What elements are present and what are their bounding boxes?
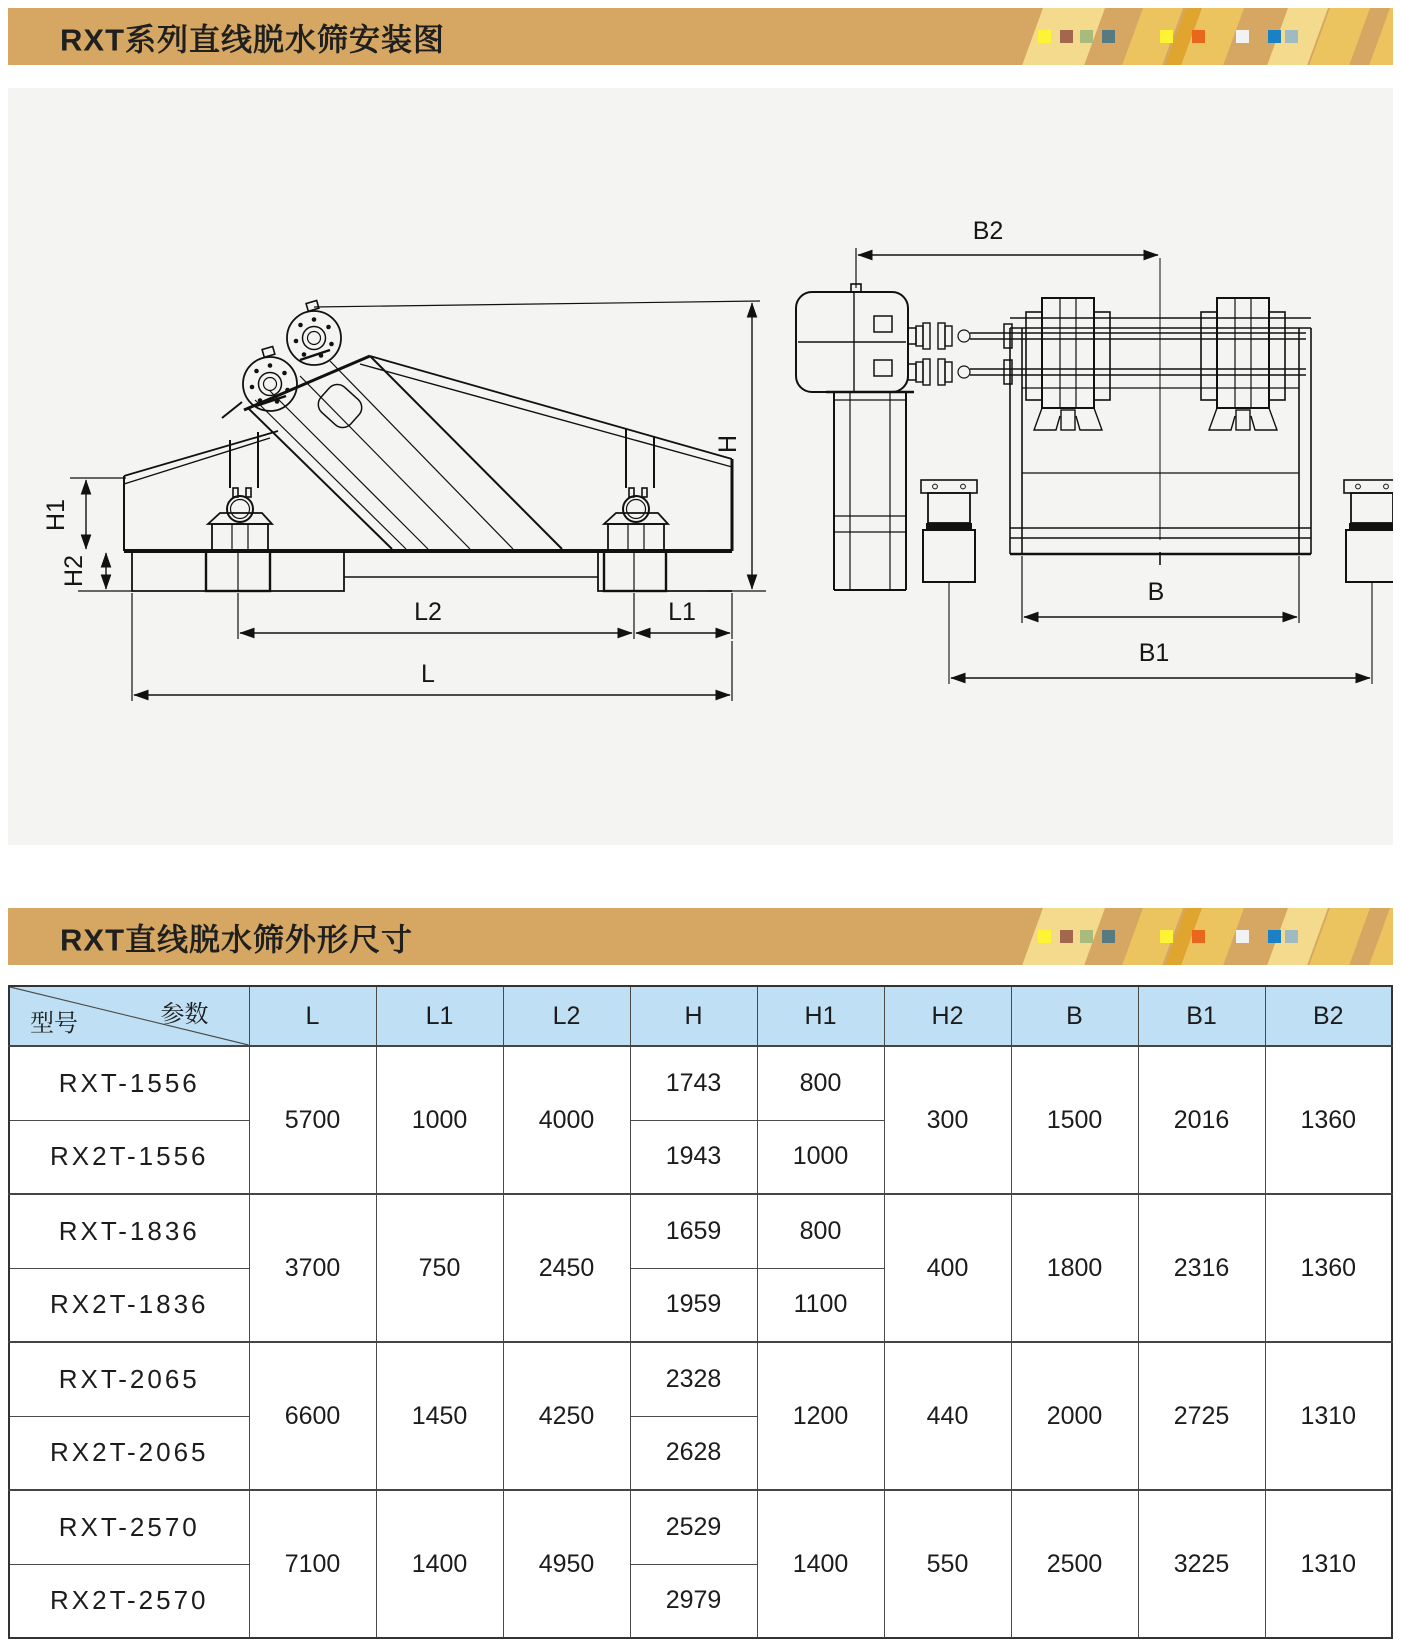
corner-label-model: 型号 [30,1010,78,1037]
dim-label-h1: H1 [42,499,70,531]
col-header-L: L [249,986,376,1046]
model-cell: RXT-2065 [9,1342,249,1416]
corner-label-param: 参数 [160,1001,209,1028]
banner-stripe-decoration [943,908,1393,965]
value-H1: 1100 [757,1268,884,1342]
installation-drawing-panel [8,88,1393,845]
value-H1: 1400 [757,1490,884,1638]
value-L: 3700 [249,1194,376,1342]
table-row [9,1490,1392,1564]
col-header-B: B [1011,986,1138,1046]
spring-support-right [604,429,668,591]
model-cell: RX2T-2065 [9,1416,249,1490]
value-H1: 1000 [757,1120,884,1194]
value-B2: 1310 [1265,1490,1392,1638]
col-header-B1: B1 [1138,986,1265,1046]
table-corner-cell [9,986,249,1046]
value-B1: 2316 [1138,1194,1265,1342]
model-cell: RXT-1556 [9,1046,249,1120]
col-header-H: H [630,986,757,1046]
value-B2: 1360 [1265,1194,1392,1342]
value-H2: 400 [884,1194,1011,1342]
value-B1: 2725 [1138,1342,1265,1490]
front-pedestal-right [1344,480,1393,684]
inspection-hole [314,380,366,432]
value-H: 2979 [630,1564,757,1638]
model-cell: RX2T-1556 [9,1120,249,1194]
value-L2: 4950 [503,1490,630,1638]
value-L1: 1450 [376,1342,503,1490]
table-row [9,1342,1392,1416]
banner-dimensions [8,908,1393,965]
dim-label-b1: B1 [1138,639,1170,667]
drive-motor [796,284,916,392]
table-row [9,1194,1392,1268]
value-H1: 1200 [757,1342,884,1490]
vibrator-motor-upper [287,301,341,365]
value-H: 1943 [630,1120,757,1194]
model-cell: RX2T-2570 [9,1564,249,1638]
value-B: 2000 [1011,1342,1138,1490]
banner-installation-title: RXT系列直线脱水筛安装图 [60,22,445,57]
front-pedestal-left [921,480,977,684]
dim-label-l2: L2 [414,598,442,626]
banner-installation [8,8,1393,65]
motor-support-column [826,392,914,590]
dim-label-h: H [714,434,742,454]
spring-support-left [206,432,272,591]
model-cell: RXT-2570 [9,1490,249,1564]
col-header-B2: B2 [1265,986,1392,1046]
value-H2: 440 [884,1342,1011,1490]
col-header-L1: L1 [376,986,503,1046]
value-H2: 300 [884,1046,1011,1194]
value-L2: 4250 [503,1342,630,1490]
value-B: 1500 [1011,1046,1138,1194]
value-H: 2628 [630,1416,757,1490]
value-L: 7100 [249,1490,376,1638]
installation-diagram [8,88,1393,845]
value-L2: 2450 [503,1194,630,1342]
value-B: 2500 [1011,1490,1138,1638]
table-header-row [9,986,1392,1046]
banner-stripe-decoration [943,8,1393,65]
value-H: 2328 [630,1342,757,1416]
dim-label-b: B [1147,578,1165,606]
value-L1: 750 [376,1194,503,1342]
model-cell: RXT-1836 [9,1194,249,1268]
value-B1: 3225 [1138,1490,1265,1638]
value-B: 1800 [1011,1194,1138,1342]
dimensions-table [8,985,1393,1639]
value-H1: 800 [757,1046,884,1120]
dim-label-l: L [421,660,435,688]
model-cell: RX2T-1836 [9,1268,249,1342]
value-L1: 1000 [376,1046,503,1194]
drive-shaft-upper [916,323,1306,349]
value-L: 6600 [249,1342,376,1490]
dim-label-l1: L1 [668,598,696,626]
side-view [42,301,766,701]
col-header-L2: L2 [503,986,630,1046]
value-B2: 1310 [1265,1342,1392,1490]
drive-shaft-lower [916,359,1306,385]
value-B2: 1360 [1265,1046,1392,1194]
front-view [796,217,1393,684]
col-header-H1: H1 [757,986,884,1046]
value-L: 5700 [249,1046,376,1194]
banner-dimensions-title: RXT直线脱水筛外形尺寸 [60,922,413,957]
value-H1: 800 [757,1194,884,1268]
dim-label-h2: H2 [60,555,88,587]
value-H: 1743 [630,1046,757,1120]
value-H: 2529 [630,1490,757,1564]
dim-label-b2: B2 [972,217,1004,245]
value-B1: 2016 [1138,1046,1265,1194]
value-H2: 550 [884,1490,1011,1638]
value-H: 1659 [630,1194,757,1268]
value-L2: 4000 [503,1046,630,1194]
col-header-H2: H2 [884,986,1011,1046]
value-L1: 1400 [376,1490,503,1638]
table-row [9,1046,1392,1120]
value-H: 1959 [630,1268,757,1342]
